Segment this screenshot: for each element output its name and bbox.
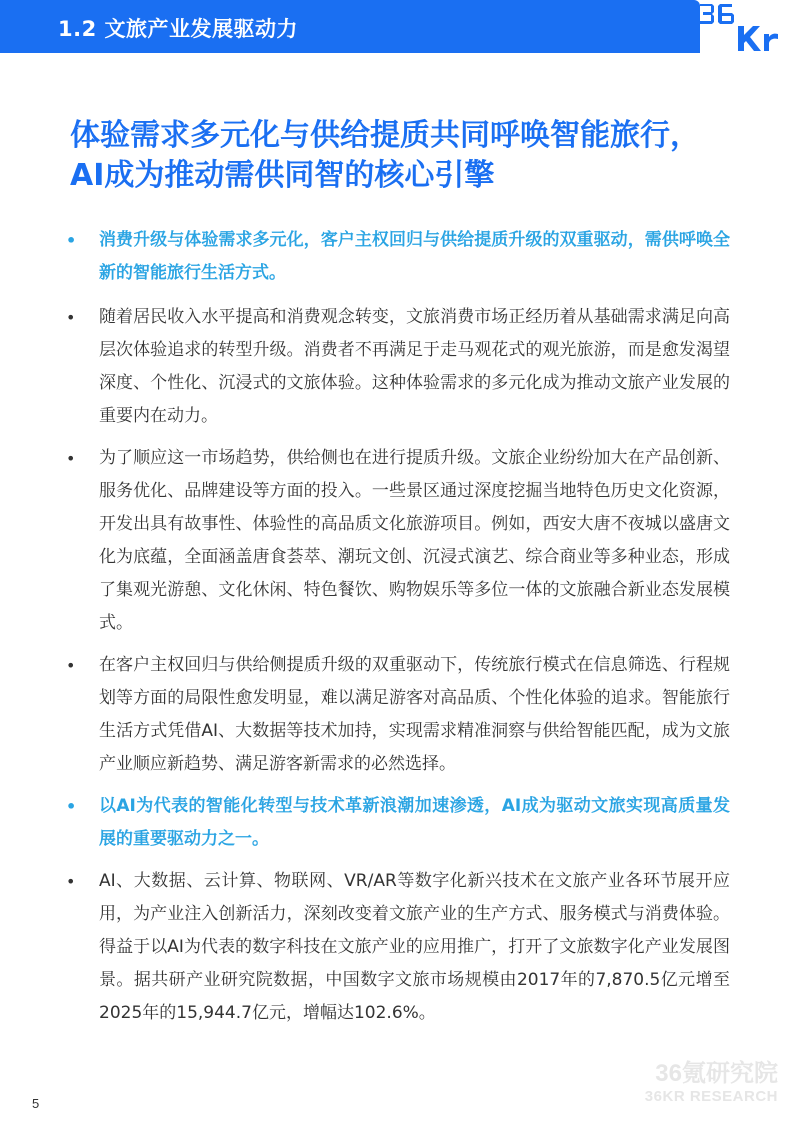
bullet-text: 随着居民收入水平提高和消费观念转变，文旅消费市场正经历着从基础需求满足向高层次体验追求的转型升级。消费者不再满足于走马观花式的观光旅游，而是愈发渴望深度、个性化、沉浸式的文旅体验。这种体验需求的多元化成为推动文旅产业发展的重要内在动力。 (99, 307, 730, 426)
bullet-text: 以AI为代表的智能化转型与技术革新浪潮加速渗透，AI成为驱动文旅实现高质量发展的重要驱动力之一。 (99, 796, 730, 849)
bullet-text: 在客户主权回归与供给侧提质升级的双重驱动下，传统旅行模式在信息筛选、行程规划等方面的局限性愈发明显，难以满足游客对高品质、个性化体验的追求。智能旅行生活方式凭借AI、大数据等技术加持，实现需求精准洞察与供给智能匹配，成为文旅产业顺应新趋势、满足游客新需求的必然选择。 (99, 655, 730, 774)
page-heading-line-2: AI成为推动需供同智的核心引擎 (70, 158, 495, 193)
bullet-dot-icon: • (66, 797, 77, 816)
bullet-dot-icon: • (66, 308, 76, 327)
bullet-dot-icon: • (66, 449, 76, 468)
page-heading-line-1: 体验需求多元化与供给提质共同呼唤智能旅行， (70, 118, 700, 153)
bullet-item-key-point (66, 790, 730, 856)
bullet-dot-icon: • (66, 872, 76, 891)
bullet-text: 为了顺应这一市场趋势，供给侧也在进行提质升级。文旅企业纷纷加大在产品创新、服务优化、品牌建设等方面的投入。一些景区通过深度挖掘当地特色历史文化资源，开发出具有故事性、体验性的高品质文化旅游项目。例如，西安大唐不夜城以盛唐文化为底蕴，全面涵盖唐食荟萃、潮玩文创、沉浸式演艺、综合商业等多种业态，形成了集观光游憩、文化休闲、特色餐饮、购物娱乐等多位一体的文旅融合新业态发展模式。 (99, 448, 730, 633)
page-heading (70, 116, 750, 196)
page-number: 5 (32, 1096, 40, 1111)
watermark-title: 36氪研究院 (655, 1060, 778, 1087)
bullet-item (66, 301, 730, 433)
bullet-item-key-point (66, 224, 730, 290)
brand-logo (698, 0, 794, 53)
bullet-text: 消费升级与体验需求多元化，客户主权回归与供给提质升级的双重驱动，需供呼唤全新的智能旅行生活方式。 (99, 230, 730, 283)
bullet-item (66, 649, 730, 781)
header-bar (0, 0, 700, 53)
section-title: 1.2 文旅产业发展驱动力 (58, 17, 299, 41)
bullet-text: AI、大数据、云计算、物联网、VR/AR等数字化新兴技术在文旅产业各环节展开应用，为产业注入创新活力，深刻改变着文旅产业的生产方式、服务模式与消费体验。得益于以AI为代表的数字科技在文旅产业的应用推广，打开了文旅数字化产业发展图景。据共研产业研究院数据，中国数字文旅市场规模由2017年的7,870.5亿元增至2025年的15,944.7亿元，增幅达102.6%。 (99, 871, 730, 1023)
bullet-item (66, 442, 730, 640)
watermark (628, 1060, 778, 1106)
bullet-dot-icon: • (66, 656, 76, 675)
watermark-subtitle: 36KR RESEARCH (644, 1088, 778, 1105)
bullet-item (66, 865, 730, 1030)
bullet-dot-icon: • (66, 231, 77, 250)
bullet-list (66, 224, 730, 1030)
